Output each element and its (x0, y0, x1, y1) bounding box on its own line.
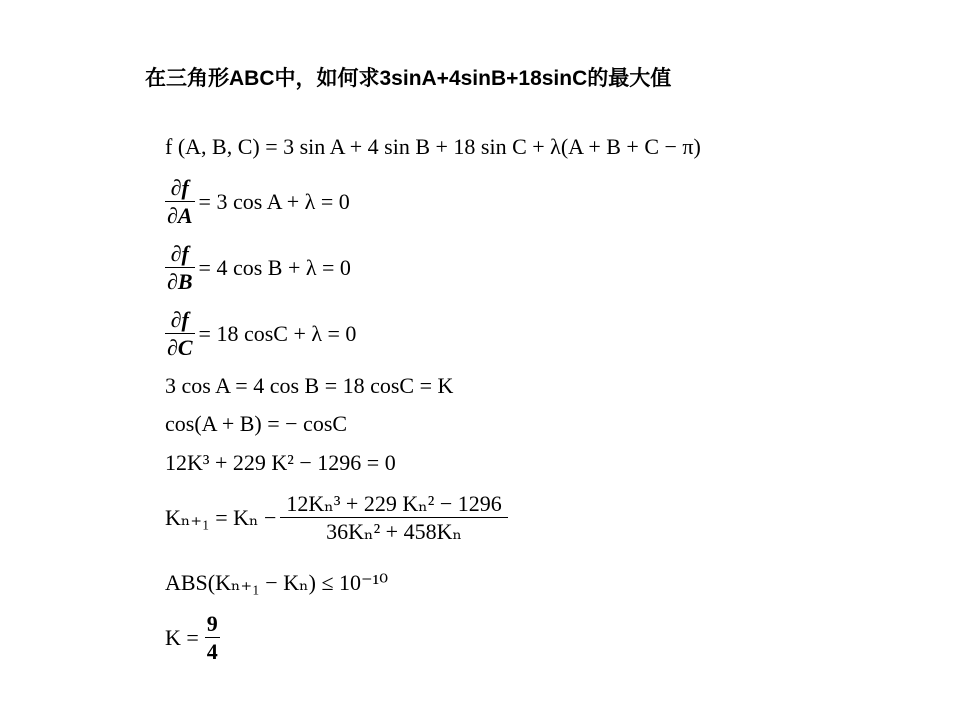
result-lhs: K = (165, 624, 199, 650)
equal-k-text: 3 cos A = 4 cos B = 18 cosC = K (165, 373, 454, 398)
fraction-numerator: ∂f (170, 241, 189, 266)
fraction-numerator: ∂f (170, 307, 189, 332)
lagrangian-equation (165, 136, 701, 158)
cubic-equation (165, 452, 396, 474)
fraction-dfdb (165, 242, 195, 293)
stop-text: ABS(Kₙ₊₁ − Kₙ) ≤ 10⁻¹⁰ (165, 570, 389, 595)
equation-rhs: = 3 cos A + λ = 0 (198, 188, 350, 214)
fraction-numerator: 9 (206, 611, 218, 636)
result-fraction (205, 612, 220, 663)
fraction-denominator: 4 (206, 639, 218, 665)
partial-derivative-c (165, 308, 356, 359)
partial-derivative-b (165, 242, 351, 293)
equal-k-equation (165, 375, 453, 397)
fraction-denominator: ∂A (167, 203, 193, 229)
result-equation (165, 612, 224, 663)
fraction-dfda (165, 176, 195, 227)
cos-relation-equation (165, 413, 347, 435)
fraction-numerator: 12Kₙ³ + 229 Kₙ² − 1296 (286, 491, 502, 516)
fraction-denominator: ∂C (167, 335, 193, 361)
cubic-text: 12K³ + 229 K² − 1296 = 0 (165, 450, 396, 475)
stopping-criterion (165, 572, 388, 594)
partial-derivative-a (165, 176, 350, 227)
page-title: 在三角形ABC中，如何求3sinA+4sinB+18sinC的最大值 (145, 67, 672, 90)
newton-iteration (165, 492, 512, 543)
newton-fraction (280, 492, 507, 543)
fraction-denominator: 36Kₙ² + 458Kₙ (280, 517, 507, 543)
fraction-denominator: ∂B (167, 269, 193, 295)
fraction-numerator: ∂f (170, 175, 189, 200)
fraction-dfdc (165, 308, 195, 359)
equation-rhs: = 4 cos B + λ = 0 (198, 254, 351, 280)
equation-rhs: = 18 cosC + λ = 0 (198, 320, 357, 346)
newton-lhs: Kₙ₊₁ = Kₙ − (165, 504, 277, 530)
lagrangian-text: f (A, B, C) = 3 sin A + 4 sin B + 18 sin C + λ(A + B + C − π) (165, 134, 701, 159)
cos-relation-text: cos(A + B) = − cosC (165, 411, 348, 436)
